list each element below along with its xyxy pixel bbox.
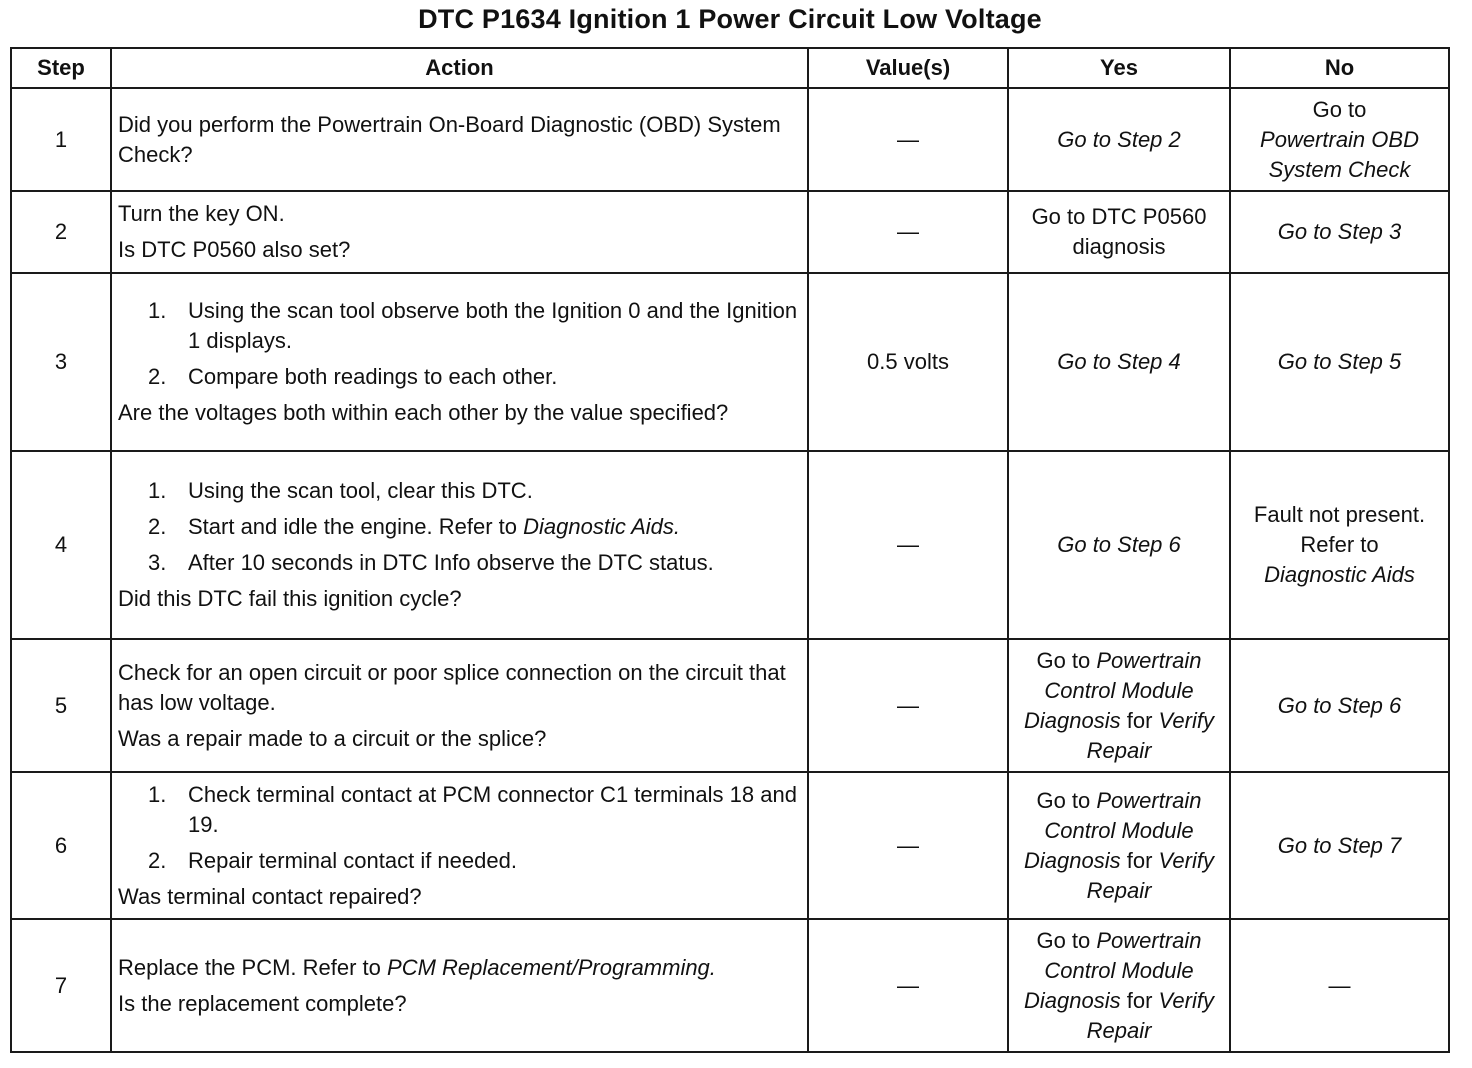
step-number: 4 — [11, 451, 111, 639]
action-line: Replace the PCM. Refer to PCM Replacement/Programming. — [118, 954, 716, 980]
list-item: 2. Start and idle the engine. Refer to Diagnostic Aids. — [148, 514, 681, 539]
step-number: 5 — [11, 639, 111, 772]
no-line: Refer to — [1300, 532, 1379, 557]
value-cell: — — [808, 919, 1008, 1052]
action-steps — [118, 476, 801, 578]
table-row — [11, 191, 1449, 273]
yes-cell: Go to Powertrain Control Module Diagnosis for Verify Repair — [1008, 919, 1230, 1052]
action-cell — [111, 639, 808, 772]
table-row — [11, 639, 1449, 772]
action-question: Did this DTC fail this ignition cycle? — [118, 586, 462, 611]
action-cell — [111, 772, 808, 919]
value-cell: 0.5 volts — [808, 273, 1008, 451]
no-cell: — — [1230, 919, 1449, 1052]
action-cell — [111, 88, 808, 191]
yes-cell: Go to Step 4 — [1008, 273, 1230, 451]
step-number: 7 — [11, 919, 111, 1052]
no-cell: Go to Step 7 — [1230, 772, 1449, 919]
yes-cell: Go to Step 6 — [1008, 451, 1230, 639]
no-reference: Powertrain OBD System Check — [1260, 126, 1419, 182]
value-cell: — — [808, 639, 1008, 772]
page-title: DTC P1634 Ignition 1 Power Circuit Low Voltage — [418, 4, 1042, 34]
action-question: Is the replacement complete? — [118, 990, 407, 1016]
table-row — [11, 273, 1449, 451]
table-row — [11, 451, 1449, 639]
header-step: Step — [11, 48, 111, 88]
value-cell: — — [808, 772, 1008, 919]
list-item: 2. Compare both readings to each other. — [148, 364, 558, 389]
action-line: Turn the key ON. — [118, 201, 285, 226]
table-row — [11, 919, 1449, 1052]
diagnostic-table — [10, 47, 1450, 1053]
step-number: 3 — [11, 273, 111, 451]
step-number: 1 — [11, 88, 111, 191]
action-question: Are the voltages both within each other by the value specified? — [118, 400, 729, 425]
list-item: 2. Repair terminal contact if needed. — [148, 847, 517, 873]
yes-cell: Go to Powertrain Control Module Diagnosis for Verify Repair — [1008, 772, 1230, 919]
no-cell: Go to Step 3 — [1230, 191, 1449, 273]
no-prefix: Go to — [1312, 96, 1367, 122]
value-cell: — — [808, 451, 1008, 639]
yes-cell: Go to Step 2 — [1008, 88, 1230, 191]
action-steps — [118, 296, 801, 392]
table-row — [11, 88, 1449, 191]
header-yes: Yes — [1008, 48, 1230, 88]
no-cell: Go to Step 5 — [1230, 273, 1449, 451]
list-item: 1. Check terminal contact at PCM connector C1 terminals 18 and 19. — [148, 781, 797, 837]
action-text: Did you perform the Powertrain On-Board Diagnostic (OBD) System Check? — [118, 111, 781, 167]
no-line: Fault not present. — [1253, 502, 1426, 527]
header-no: No — [1230, 48, 1449, 88]
step-number: 2 — [11, 191, 111, 273]
table-row — [11, 772, 1449, 919]
action-question: Is DTC P0560 also set? — [118, 237, 351, 262]
yes-cell: Go to DTC P0560 diagnosis — [1008, 191, 1230, 273]
header-action: Action — [111, 48, 808, 88]
action-cell — [111, 273, 808, 451]
no-cell: Go to Step 6 — [1230, 639, 1449, 772]
step-number: 6 — [11, 772, 111, 919]
no-cell — [1230, 88, 1449, 191]
action-question: Was terminal contact repaired? — [118, 883, 422, 909]
action-cell — [111, 919, 808, 1052]
list-item: 3. After 10 seconds in DTC Info observe the DTC status. — [148, 550, 714, 575]
action-steps — [118, 780, 801, 876]
value-cell: — — [808, 88, 1008, 191]
action-cell — [111, 191, 808, 273]
value-cell: — — [808, 191, 1008, 273]
action-cell — [111, 451, 808, 639]
yes-cell: Go to Powertrain Control Module Diagnosis for Verify Repair — [1008, 639, 1230, 772]
no-cell — [1230, 451, 1449, 639]
action-line: Check for an open circuit or poor splice connection on the circuit that has low voltage. — [118, 659, 786, 715]
header-values: Value(s) — [808, 48, 1008, 88]
no-reference: Diagnostic Aids — [1264, 562, 1415, 587]
action-question: Was a repair made to a circuit or the splice? — [118, 725, 547, 751]
list-item: 1. Using the scan tool observe both the Ignition 0 and the Ignition 1 displays. — [148, 298, 798, 353]
list-item: 1. Using the scan tool, clear this DTC. — [148, 478, 533, 503]
header-row — [11, 48, 1449, 88]
